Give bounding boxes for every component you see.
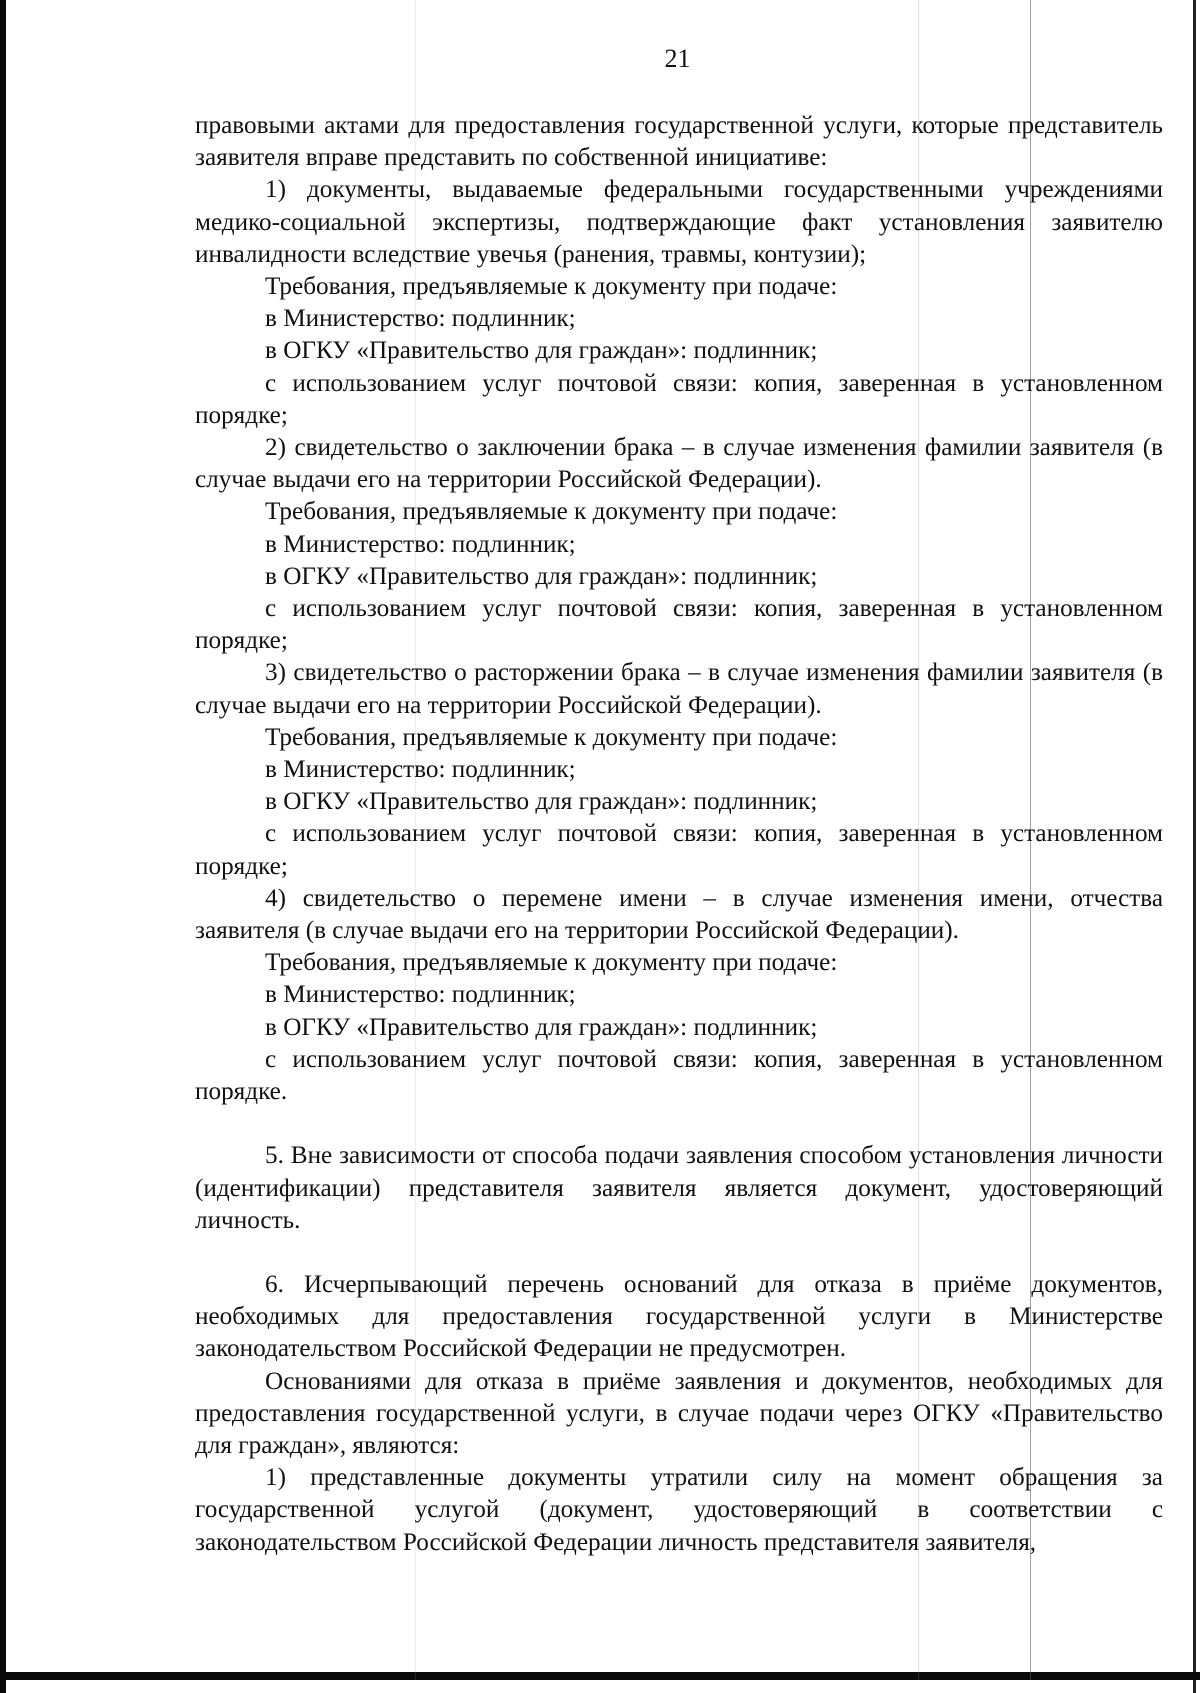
list-item: 2) свидетельство о заключении брака – в случае изменения фамилии заявителя (в случае выдачи его на территории Российской Федерации). bbox=[195, 434, 1163, 494]
paragraph: с использованием услуг почтовой связи: копия, заверенная в установленном порядке; bbox=[195, 820, 1163, 880]
list-item: 4) свидетельство о перемене имени – в случае изменения имени, отчества заявителя (в случае выдачи его на территории Российской Федерации). bbox=[195, 884, 1163, 945]
document-body bbox=[195, 110, 1163, 1559]
list-item: 1) документы, выдаваемые федеральными государственными учреждениями медико-социальной экспертизы, подтверждающие факт установления заявителю инвалидности вследствие увечья (ранения, травмы, контузии); bbox=[195, 176, 1163, 268]
section-paragraph: 5. Вне зависимости от способа подачи заявления способом установления личности (идентификации) представителя заявителя является документ, удостоверяющий личность. bbox=[195, 1142, 1163, 1234]
paragraph: в Министерство: подлинник; bbox=[265, 305, 576, 333]
scan-edge-left bbox=[0, 0, 6, 1693]
paragraph: в ОГКУ «Правительство для граждан»: подлинник; bbox=[265, 337, 818, 365]
list-item: 3) свидетельство о расторжении брака – в случае изменения фамилии заявителя (в случае выдачи его на территории Российской Федерации). bbox=[195, 659, 1163, 719]
paragraph: в Министерство: подлинник; bbox=[265, 756, 576, 784]
paragraph: в Министерство: подлинник; bbox=[265, 530, 576, 558]
paragraph: правовыми актами для предоставления государственной услуги, которые представитель заявителя вправе представить по собственной инициативе: bbox=[195, 112, 1163, 172]
section-paragraph: 6. Исчерпывающий перечень оснований для отказа в приёме документов, необходимых для предоставления государственной услуги в Министерстве законодательством Российской Федерации не предусмотрен. bbox=[195, 1270, 1163, 1363]
paragraph: Требования, предъявляемые к документу при подаче: bbox=[265, 949, 838, 977]
scan-edge-right bbox=[1193, 0, 1196, 1693]
paragraph: с использованием услуг почтовой связи: копия, заверенная в установленном порядке; bbox=[195, 595, 1163, 655]
list-item: 1) представленные документы утратили силу на момент обращения за государственной услугой (документ, удостоверяющий в соответствии с законодательством Российской Федерации личность представителя заявителя, bbox=[195, 1464, 1163, 1556]
paragraph: Требования, предъявляемые к документу при подаче: bbox=[265, 273, 838, 301]
page-number: 21 bbox=[664, 44, 691, 73]
paragraph: Основаниями для отказа в приёме заявления и документов, необходимых для предоставления государственной услуги, в случае подачи через ОГКУ «Правительство для граждан», являются: bbox=[195, 1367, 1163, 1459]
paragraph: с использованием услуг почтовой связи: копия, заверенная в установленном порядке; bbox=[195, 369, 1163, 429]
paragraph: в Министерство: подлинник; bbox=[265, 981, 576, 1009]
paragraph: в ОГКУ «Правительство для граждан»: подлинник; bbox=[265, 788, 818, 816]
paragraph: в ОГКУ «Правительство для граждан»: подлинник; bbox=[265, 1013, 818, 1041]
scan-edge-bottom bbox=[0, 1672, 1200, 1680]
paragraph: в ОГКУ «Правительство для граждан»: подлинник; bbox=[265, 562, 818, 590]
paragraph: Требования, предъявляемые к документу при подаче: bbox=[265, 498, 838, 526]
paragraph: Требования, предъявляемые к документу при подаче: bbox=[265, 723, 838, 751]
paragraph: с использованием услуг почтовой связи: копия, заверенная в установленном порядке. bbox=[195, 1045, 1163, 1106]
